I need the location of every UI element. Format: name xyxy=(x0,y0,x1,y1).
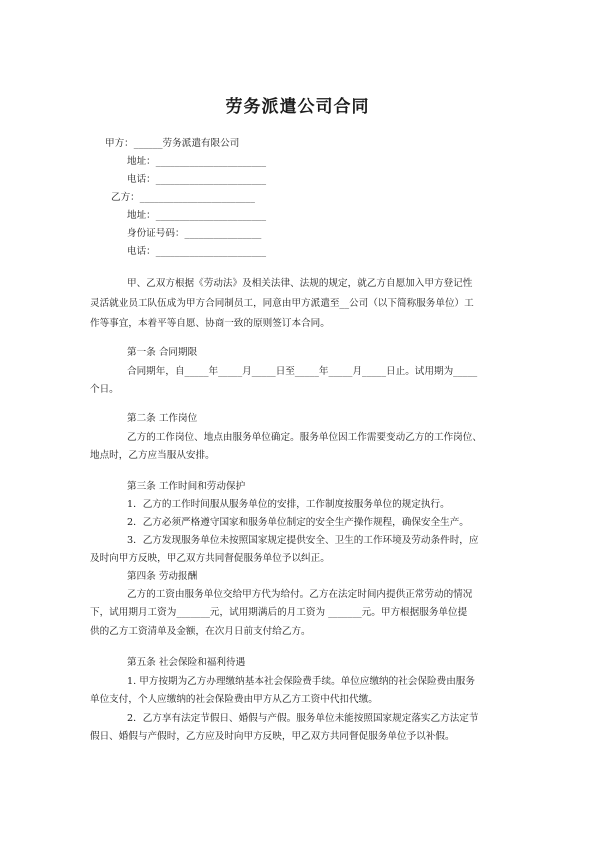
article-5-line: 假日、婚假与产假时，乙方应及时向甲方反映，甲乙双方共同督促服务单位予以补假。 xyxy=(90,731,455,742)
article-2-line: 地点时，乙方应当服从安排。 xyxy=(90,450,215,461)
article-3-line: 2．乙方必须严格遵守国家和服务单位制定的安全生产操作规程，确保安全生产。 xyxy=(127,517,469,528)
intro-line: 灵活就业员工队伍成为甲方合同制员工，同意由甲方派遣至__公司（以下简称服务单位）工 xyxy=(90,298,474,309)
article-3-heading: 第三条 工作时间和劳动保护 xyxy=(127,481,246,492)
party-b-phone: 电话：_______________________ xyxy=(127,246,267,257)
article-4-heading: 第四条 劳动报酬 xyxy=(127,571,198,582)
article-4-line: 乙方的工资由服务单位交给甲方代为给付。乙方在法定时间内提供正常劳动的情况 xyxy=(127,589,473,600)
article-5-line: 1. 甲方按期为乙方办理缴纳基本社会保险费手续。单位应缴纳的社会保险费由服务 xyxy=(127,676,475,687)
article-3-line: 3．乙方发现服务单位未按照国家规定提供安全、卫生的工作环境及劳动条件时，应 xyxy=(127,535,479,546)
article-2-heading: 第二条 工作岗位 xyxy=(127,413,198,424)
party-b-id-number: 身份证号码：________________ xyxy=(127,228,262,239)
party-a-phone: 电话：_______________________ xyxy=(127,174,267,185)
article-5-line: 单位支付，个人应缴纳的社会保险费由甲方从乙方工资中代扣代缴。 xyxy=(90,694,378,705)
article-5-heading: 第五条 社会保险和福利待遇 xyxy=(127,657,246,668)
page-title: 劳务派遣公司合同 xyxy=(225,97,370,117)
party-b-address: 地址：_______________________ xyxy=(127,210,267,221)
intro-line: 作等事宜，本着平等自愿、协商一致的原则签订本合同。 xyxy=(90,318,330,329)
article-1-line: 合同期年，自_____年_____月_____日至_____年_____月_____日止。试用期为_____ xyxy=(127,366,478,377)
intro-line: 甲、乙双方根据《劳动法》及相关法律、法规的规定，就乙方自愿加入甲方登记性 xyxy=(127,278,473,289)
party-a-label: 甲方：______劳务派遣有限公司 xyxy=(105,138,240,149)
article-4-line: 供的乙方工资清单及金额，在次月日前支付给乙方。 xyxy=(90,626,311,637)
article-1-heading: 第一条 合同期限 xyxy=(127,347,198,358)
article-3-line: 1．乙方的工作时间服从服务单位的安排，工作制度按服务单位的规定执行。 xyxy=(127,499,450,510)
party-b-label: 乙方：________________________ xyxy=(111,192,255,203)
article-2-line: 乙方的工作岗位、地点由服务单位确定。服务单位因工作需要变动乙方的工作岗位、 xyxy=(127,432,482,443)
article-5-line: 2．乙方享有法定节假日、婚假与产假。服务单位未能按照国家规定落实乙方法定节 xyxy=(127,713,479,724)
party-a-address: 地址：_______________________ xyxy=(127,156,267,167)
article-3-line: 及时向甲方反映，甲乙双方共同督促服务单位予以纠正。 xyxy=(90,553,330,564)
article-1-line: 个日。 xyxy=(90,384,119,395)
article-4-line: 下，试用期月工资为_______元，试用期满后的月工资为 _______元。甲方根据服务单位提 xyxy=(90,607,468,618)
